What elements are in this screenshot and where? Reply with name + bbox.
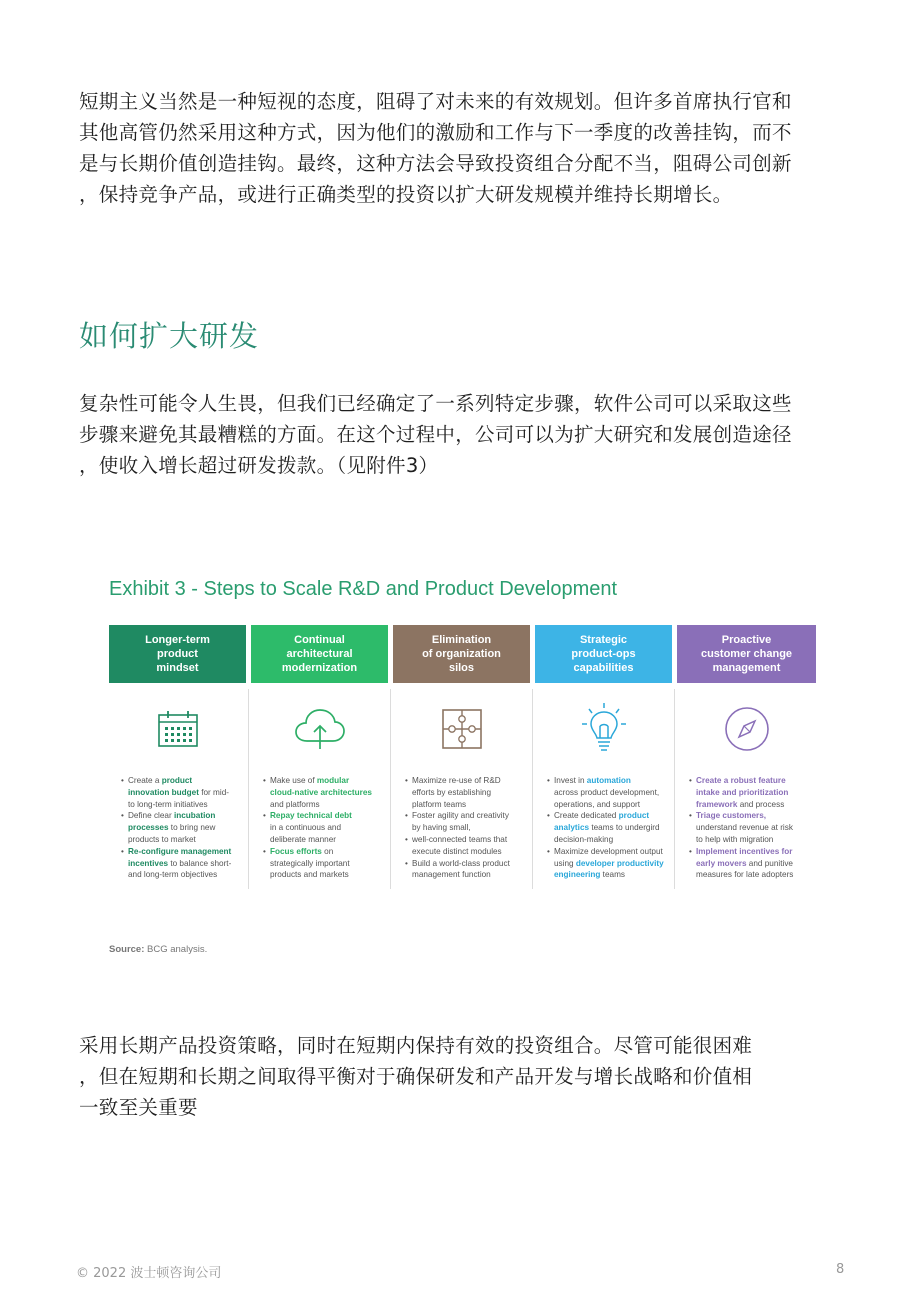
lightbulb-icon bbox=[535, 683, 672, 775]
bullet-line bbox=[128, 846, 246, 858]
bullet-text: to bring new bbox=[168, 823, 216, 833]
column-header-line: Strategic bbox=[579, 634, 628, 646]
column-header bbox=[393, 625, 530, 683]
bullet-text: and platforms bbox=[270, 799, 320, 809]
bullet-list bbox=[251, 775, 388, 881]
bullet-text: Maximize re-use of R&D bbox=[412, 776, 501, 785]
bullet-text: across product development, bbox=[554, 787, 660, 797]
bullet-text: teams bbox=[600, 870, 625, 880]
footer-copyright: © 2022 波士顿咨询公司 bbox=[76, 1266, 222, 1281]
bullet-item bbox=[405, 834, 530, 858]
bullet-line bbox=[412, 858, 530, 870]
exhibit-figure bbox=[109, 625, 816, 895]
bullet-line bbox=[554, 858, 672, 870]
bullet-line bbox=[554, 834, 672, 846]
exhibit-column bbox=[677, 625, 816, 895]
column-header-line: mindset bbox=[156, 662, 199, 674]
bullet-list bbox=[677, 775, 816, 881]
compass-icon bbox=[677, 683, 816, 775]
bullet-line bbox=[696, 869, 816, 881]
column-header bbox=[251, 625, 388, 683]
bullet-text: Create dedicated bbox=[554, 811, 619, 821]
column-header-line: Longer-term bbox=[145, 634, 210, 646]
bullet-text: execute distinct modules bbox=[412, 846, 502, 856]
exhibit-column bbox=[393, 625, 530, 895]
bullet-line bbox=[696, 787, 816, 799]
highlight-text: processes bbox=[128, 823, 169, 833]
bullet-line bbox=[270, 834, 388, 846]
bullet-line bbox=[128, 869, 246, 881]
bullet-line bbox=[128, 799, 246, 811]
bullet-line bbox=[696, 858, 816, 870]
highlight-text: automation bbox=[586, 776, 631, 785]
exhibit-source bbox=[109, 944, 207, 955]
column-header-line: architectural bbox=[286, 648, 353, 660]
highlight-text: Triage customers, bbox=[696, 811, 767, 821]
column-header-line: of organization bbox=[422, 648, 501, 660]
source-label: Source: bbox=[109, 944, 145, 955]
text-line: 采用长期产品投资策略，同时在短期内保持有效的投资组合。尽管可能很困难 bbox=[79, 1034, 753, 1057]
text-line: ，使收入增长超过研发拨款。（见附件3） bbox=[79, 454, 439, 477]
bullet-line bbox=[128, 775, 246, 787]
calendar-icon bbox=[109, 683, 246, 775]
highlight-text: developer productivity bbox=[575, 858, 664, 868]
bullet-text: to balance short- bbox=[168, 858, 232, 868]
bullet-text: decision-making bbox=[554, 834, 614, 844]
bullet-text: using bbox=[554, 858, 576, 868]
bullet-text: to long-term initiatives bbox=[128, 799, 208, 809]
column-header bbox=[109, 625, 246, 683]
text-line: 其他高管仍然采用这种方式，因为他们的激励和工作与下一季度的改善挂钩，而不 bbox=[79, 121, 792, 144]
source-text: BCG analysis. bbox=[147, 944, 208, 955]
column-header bbox=[677, 625, 816, 683]
bullet-line bbox=[412, 834, 530, 846]
bullet-text: Maximize development output bbox=[554, 846, 663, 856]
bullet-item bbox=[547, 775, 672, 810]
bullet-text: deliberate manner bbox=[270, 834, 336, 844]
bullet-text: Invest in bbox=[554, 776, 587, 785]
bullet-text: products to market bbox=[128, 834, 196, 844]
highlight-text: incubation bbox=[173, 811, 216, 821]
bullet-list bbox=[535, 775, 672, 881]
bullet-line bbox=[412, 775, 530, 787]
bullet-line bbox=[270, 775, 388, 787]
bullet-text: measures for late adopters bbox=[696, 870, 794, 880]
highlight-text: product bbox=[618, 811, 650, 821]
bullet-item bbox=[689, 810, 816, 845]
bullet-line bbox=[554, 787, 672, 799]
bullet-item bbox=[121, 810, 246, 845]
bullet-line bbox=[270, 869, 388, 881]
text-line: 是与长期价值创造挂钩。最终，这种方法会导致投资组合分配不当，阻碍公司创新 bbox=[79, 152, 792, 175]
bullet-text: on bbox=[321, 846, 334, 856]
bullet-text: efforts by establishing bbox=[412, 787, 492, 797]
cloud-upload-icon bbox=[251, 683, 388, 775]
bullet-text: well-connected teams that bbox=[412, 834, 508, 844]
bullet-line bbox=[128, 787, 246, 799]
highlight-text: intake and prioritization bbox=[696, 787, 789, 797]
bullet-text: platform teams bbox=[412, 799, 467, 809]
bullet-line bbox=[270, 810, 388, 822]
bullet-item bbox=[689, 846, 816, 881]
bullet-text: by having small, bbox=[412, 823, 471, 833]
bullet-line bbox=[412, 846, 530, 858]
exhibit-column bbox=[109, 625, 246, 895]
highlight-text: engineering bbox=[554, 870, 601, 880]
bullet-list bbox=[393, 775, 530, 881]
bullet-line bbox=[412, 787, 530, 799]
bullet-text: Foster agility and creativity bbox=[412, 811, 509, 821]
highlight-text: product bbox=[161, 776, 193, 785]
text-line: 复杂性可能令人生畏，但我们已经确定了一系列特定步骤，软件公司可以采取这些 bbox=[79, 392, 792, 415]
highlight-text: incentives bbox=[128, 858, 169, 868]
bullet-item bbox=[405, 775, 530, 810]
column-header-line: Proactive bbox=[721, 634, 772, 646]
section-heading: 如何扩大研发 bbox=[79, 319, 260, 353]
highlight-text: Repay technical debt bbox=[270, 811, 352, 821]
bullet-item bbox=[121, 846, 246, 881]
bullet-text: Create a bbox=[128, 776, 162, 785]
highlight-text: Implement incentives for bbox=[696, 846, 793, 856]
bullet-text: and process bbox=[737, 799, 785, 809]
exhibit-column bbox=[251, 625, 388, 895]
bullet-line bbox=[554, 846, 672, 858]
bullet-line bbox=[270, 799, 388, 811]
bullet-line bbox=[128, 810, 246, 822]
bullet-line bbox=[412, 869, 530, 881]
bullet-line bbox=[554, 810, 672, 822]
bullet-item bbox=[547, 846, 672, 881]
highlight-text: early movers bbox=[696, 858, 747, 868]
bullet-text: products and markets bbox=[270, 870, 349, 880]
bullet-line bbox=[696, 810, 816, 822]
bullet-line bbox=[270, 822, 388, 834]
bullet-item bbox=[121, 775, 246, 810]
bullet-item bbox=[405, 810, 530, 834]
highlight-text: cloud-native architectures bbox=[270, 787, 372, 797]
bullet-text: understand revenue at risk bbox=[696, 823, 793, 833]
text-line: 一致至关重要 bbox=[79, 1096, 198, 1119]
bullet-line bbox=[128, 834, 246, 846]
bullet-line bbox=[554, 822, 672, 834]
text-line: 步骤来避免其最糟糕的方面。在这个过程中，公司可以为扩大研究和发展创造途径 bbox=[79, 423, 792, 446]
puzzle-icon bbox=[393, 683, 530, 775]
bullet-line bbox=[270, 846, 388, 858]
bullet-line bbox=[128, 858, 246, 870]
bullet-text: Define clear bbox=[128, 811, 174, 821]
bullet-text: operations, and support bbox=[554, 799, 641, 809]
highlight-text: modular bbox=[316, 776, 350, 785]
bullet-item bbox=[263, 775, 388, 810]
bullet-line bbox=[412, 822, 530, 834]
bullet-item bbox=[405, 858, 530, 882]
bullet-text: strategically important bbox=[270, 858, 350, 868]
bullet-line bbox=[128, 822, 246, 834]
bullet-line bbox=[270, 858, 388, 870]
bullet-item bbox=[263, 810, 388, 845]
column-header-line: customer change bbox=[700, 648, 793, 660]
highlight-text: Create a robust feature bbox=[696, 776, 786, 785]
bullet-text: Make use of bbox=[270, 776, 317, 785]
column-header-line: product-ops bbox=[571, 648, 636, 660]
bullet-item bbox=[689, 775, 816, 810]
closing-paragraph bbox=[79, 1030, 839, 1123]
bullet-text: management function bbox=[412, 870, 491, 880]
exhibit-column bbox=[535, 625, 672, 895]
column-header-line: modernization bbox=[281, 662, 358, 674]
column-header-line: product bbox=[157, 648, 198, 660]
bullet-list bbox=[109, 775, 246, 881]
bullet-line bbox=[554, 869, 672, 881]
text-line: 短期主义当然是一种短视的态度，阻碍了对未来的有效规划。但许多首席执行官和 bbox=[79, 90, 792, 113]
column-header-line: Elimination bbox=[431, 634, 492, 646]
bullet-item bbox=[547, 810, 672, 845]
bullet-text: for mid- bbox=[198, 787, 229, 797]
bullet-item bbox=[263, 846, 388, 881]
bullet-line bbox=[696, 822, 816, 834]
bullet-line bbox=[412, 810, 530, 822]
bullet-text: in a continuous and bbox=[270, 823, 342, 833]
highlight-text: innovation budget bbox=[128, 787, 199, 797]
section-paragraph bbox=[79, 388, 839, 481]
bullet-line bbox=[696, 846, 816, 858]
exhibit-title: Exhibit 3 - Steps to Scale R&D and Product Development bbox=[109, 578, 618, 600]
column-header bbox=[535, 625, 672, 683]
bullet-line bbox=[696, 834, 816, 846]
text-line: ，但在短期和长期之间取得平衡对于确保研发和产品开发与增长战略和价值相 bbox=[79, 1065, 753, 1088]
bullet-line bbox=[554, 775, 672, 787]
highlight-text: analytics bbox=[554, 823, 590, 833]
bullet-text: and long-term objectives bbox=[128, 870, 218, 880]
intro-paragraph bbox=[79, 86, 839, 210]
bullet-text: teams to undergird bbox=[589, 823, 660, 833]
column-header-line: Continual bbox=[294, 634, 345, 646]
column-header-line: silos bbox=[448, 662, 475, 674]
highlight-text: Focus efforts bbox=[270, 846, 322, 856]
column-header-line: management bbox=[712, 662, 781, 674]
page-number: 8 bbox=[836, 1262, 845, 1277]
bullet-line bbox=[270, 787, 388, 799]
bullet-text: to help with migration bbox=[696, 834, 774, 844]
bullet-line bbox=[696, 775, 816, 787]
text-line: ，保持竞争产品，或进行正确类型的投资以扩大研发规模并维持长期增长。 bbox=[79, 183, 733, 206]
bullet-line bbox=[554, 799, 672, 811]
bullet-text: Build a world-class product bbox=[412, 858, 510, 868]
bullet-line bbox=[696, 799, 816, 811]
highlight-text: Re-configure management bbox=[128, 846, 232, 856]
column-header-line: capabilities bbox=[573, 662, 634, 674]
highlight-text: framework bbox=[696, 799, 738, 809]
bullet-text: and punitive bbox=[746, 858, 793, 868]
bullet-line bbox=[412, 799, 530, 811]
